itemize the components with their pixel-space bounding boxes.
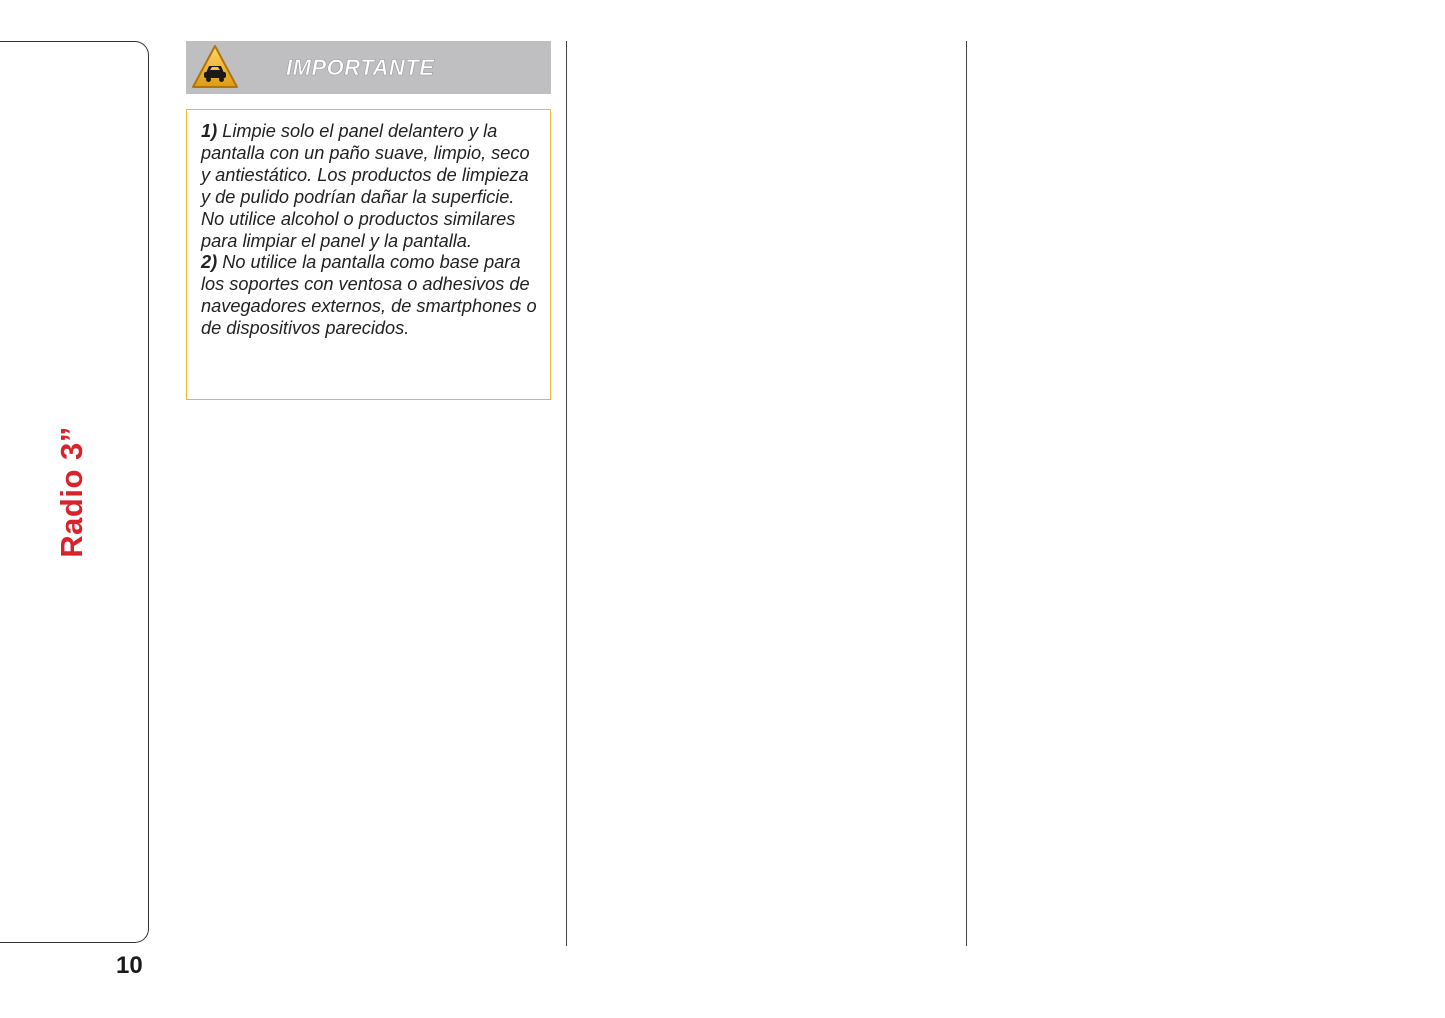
important-title: IMPORTANTE bbox=[286, 55, 435, 80]
note-number: 2) bbox=[201, 252, 218, 273]
section-tab-label: Radio 3” bbox=[54, 426, 89, 558]
column-divider-left bbox=[566, 41, 567, 946]
page-number: 10 bbox=[116, 952, 143, 979]
car-warning-triangle-icon bbox=[190, 43, 240, 91]
important-header bbox=[186, 41, 551, 94]
note-number: 1) bbox=[201, 121, 218, 141]
note-text: Limpie solo el panel delantero y la pantalla con un paño suave, limpio, seco y antiestático. Los productos de limpieza y de pulido podrían dañar la superficie. No utilice alcohol o productos similares para limpiar el panel y la pantalla. bbox=[201, 121, 530, 251]
note-item bbox=[201, 121, 540, 252]
important-notes-box bbox=[186, 109, 551, 400]
column-divider-right bbox=[966, 41, 967, 946]
note-item bbox=[201, 252, 540, 340]
note-text: No utilice la pantalla como base para los soportes con ventosa o adhesivos de navegadores externos, de smartphones o de dispositivos parecidos. bbox=[201, 252, 537, 339]
